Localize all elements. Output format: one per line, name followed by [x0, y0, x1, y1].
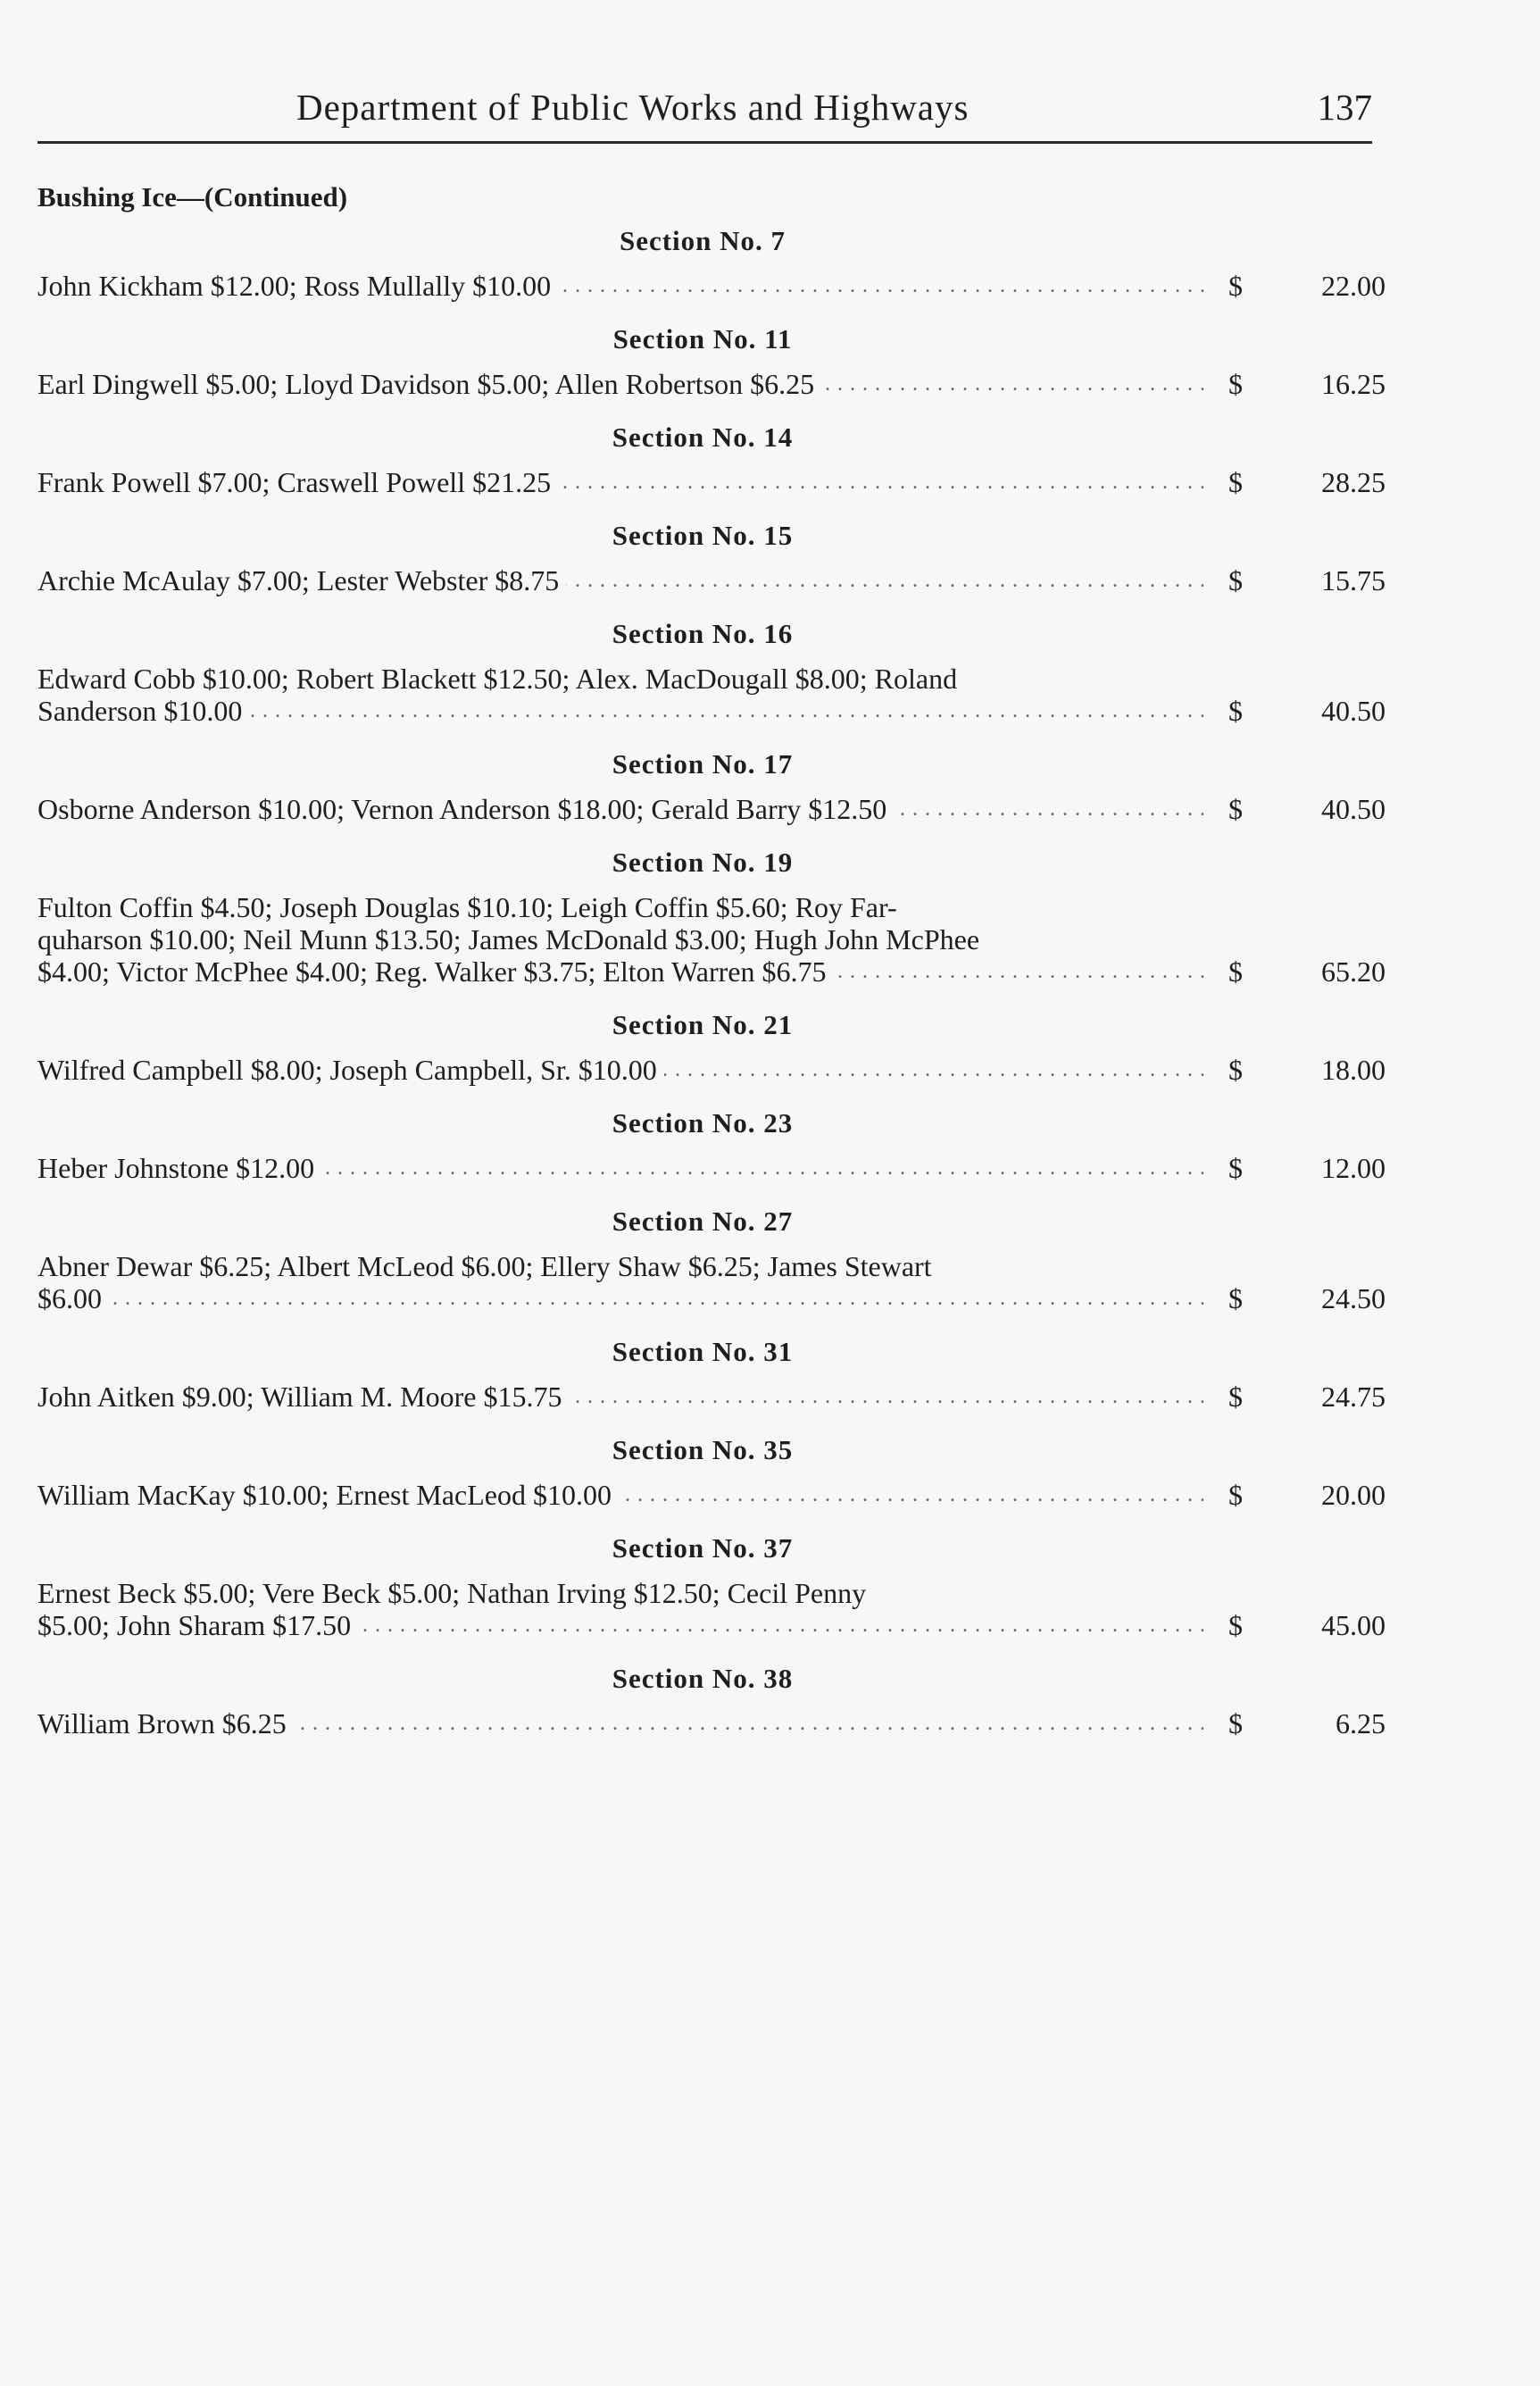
payee-line-text: William MacKay $10.00; Ernest MacLeod $10.00 — [37, 1479, 619, 1511]
section-total: 12.00 — [1321, 1152, 1386, 1184]
section-entry — [37, 368, 1386, 400]
payee-line-text: John Aitken $9.00; William M. Moore $15.75 — [37, 1381, 569, 1413]
section-block — [37, 409, 1386, 498]
payee-line — [37, 1479, 1203, 1511]
payee-line-text: John Kickham $12.00; Ross Mullally $10.00 — [37, 270, 558, 302]
section-total: 24.75 — [1321, 1381, 1386, 1413]
section-heading: Section No. 15 — [612, 520, 794, 551]
continuation-title: Bushing Ice—(Continued) — [37, 181, 348, 213]
section-heading: Section No. 17 — [612, 748, 794, 780]
section-total: 16.25 — [1321, 368, 1386, 400]
section-entry — [37, 466, 1386, 498]
payee-list — [37, 1479, 1203, 1511]
payee-line-text: quharson $10.00; Neil Munn $13.50; James McDonald $3.00; Hugh John McPhee — [37, 923, 986, 955]
dollar-sign: $ — [1228, 1479, 1243, 1511]
section-total: 40.50 — [1321, 793, 1386, 825]
section-heading: Section No. 14 — [612, 421, 794, 453]
section-block — [37, 1095, 1386, 1184]
payee-list — [37, 891, 1203, 988]
payee-line — [37, 270, 1203, 302]
section-block — [37, 997, 1386, 1086]
dollar-sign: $ — [1228, 564, 1243, 596]
payee-line — [37, 955, 1203, 988]
payee-line — [37, 695, 1203, 727]
section-heading: Section No. 21 — [612, 1009, 794, 1040]
section-total: 24.50 — [1321, 1282, 1386, 1314]
payee-line — [37, 564, 1203, 596]
section-entry — [37, 1577, 1386, 1641]
payee-line-text: Edward Cobb $10.00; Robert Blackett $12.50; Alex. MacDougall $8.00; Roland — [37, 663, 964, 695]
section-entry — [37, 1479, 1386, 1511]
payee-list — [37, 466, 1203, 498]
dollar-sign: $ — [1228, 270, 1243, 302]
dollar-sign: $ — [1228, 368, 1243, 400]
page-number: 137 — [1317, 87, 1372, 128]
payee-line-text: Archie McAulay $7.00; Lester Webster $8.75 — [37, 564, 566, 596]
payee-line — [37, 1707, 1203, 1739]
section-total: 15.75 — [1321, 564, 1386, 596]
dollar-sign: $ — [1228, 1054, 1243, 1086]
payee-line — [37, 923, 1203, 955]
payee-line — [37, 793, 1203, 825]
section-heading: Section No. 11 — [612, 323, 793, 355]
dollar-sign: $ — [1228, 1282, 1243, 1314]
section-entry — [37, 270, 1386, 302]
payee-line-text: Sanderson $10.00 — [37, 695, 249, 727]
section-block — [37, 1193, 1386, 1314]
payee-line-text: Earl Dingwell $5.00; Lloyd Davidson $5.00; Allen Robertson $6.25 — [37, 368, 821, 400]
section-total: 6.25 — [1336, 1707, 1386, 1739]
dollar-sign: $ — [1228, 1609, 1243, 1641]
section-block — [37, 1422, 1386, 1511]
payee-list — [37, 270, 1203, 302]
payee-line-text: Wilfred Campbell $8.00; Joseph Campbell, Sr. $10.00 — [37, 1054, 664, 1086]
payee-line — [37, 1381, 1203, 1413]
payee-line — [37, 1250, 1203, 1282]
payee-line — [37, 1577, 1203, 1609]
payee-line — [37, 663, 1203, 695]
section-entry — [37, 1381, 1386, 1413]
section-block — [37, 311, 1386, 400]
section-block — [37, 1520, 1386, 1641]
dollar-sign: $ — [1228, 1707, 1243, 1739]
section-total: 40.50 — [1321, 695, 1386, 727]
section-block — [37, 507, 1386, 596]
section-total: 45.00 — [1321, 1609, 1386, 1641]
section-total: 65.20 — [1321, 955, 1386, 988]
section-heading: Section No. 27 — [612, 1206, 794, 1237]
section-entry — [37, 891, 1386, 988]
payee-list — [37, 1054, 1203, 1086]
section-entry — [37, 1054, 1386, 1086]
payee-list — [37, 663, 1203, 727]
section-entry — [37, 663, 1386, 727]
dollar-sign: $ — [1228, 1381, 1243, 1413]
payee-line — [37, 1152, 1203, 1184]
section-entry — [37, 1152, 1386, 1184]
section-block — [37, 213, 1386, 302]
section-heading: Section No. 7 — [619, 225, 787, 256]
payee-line — [37, 368, 1203, 400]
payee-line-text: $6.00 — [37, 1282, 109, 1314]
section-entry — [37, 1707, 1386, 1739]
payee-list — [37, 1707, 1203, 1739]
payee-line — [37, 1609, 1203, 1641]
payee-line-text: William Brown $6.25 — [37, 1707, 294, 1739]
payee-list — [37, 1250, 1203, 1314]
section-total: 28.25 — [1321, 466, 1386, 498]
section-heading: Section No. 23 — [612, 1107, 794, 1139]
payee-line — [37, 1054, 1203, 1086]
payee-list — [37, 1577, 1203, 1641]
section-heading: Section No. 31 — [612, 1336, 794, 1367]
dollar-sign: $ — [1228, 695, 1243, 727]
section-heading: Section No. 37 — [612, 1532, 794, 1564]
section-entry — [37, 793, 1386, 825]
page-header — [37, 79, 1372, 144]
dollar-sign: $ — [1228, 466, 1243, 498]
section-block — [37, 1323, 1386, 1413]
payee-line-text: Ernest Beck $5.00; Vere Beck $5.00; Nathan Irving $12.50; Cecil Penny — [37, 1577, 873, 1609]
section-total: 18.00 — [1321, 1054, 1386, 1086]
payee-line-text: Fulton Coffin $4.50; Joseph Douglas $10.10; Leigh Coffin $5.60; Roy Far- — [37, 891, 904, 923]
payee-line — [37, 1282, 1203, 1314]
payee-line — [37, 466, 1203, 498]
section-heading: Section No. 38 — [612, 1663, 794, 1694]
section-entry — [37, 1250, 1386, 1314]
payee-list — [37, 1381, 1203, 1413]
payee-list — [37, 368, 1203, 400]
section-block — [37, 1650, 1386, 1739]
section-block — [37, 605, 1386, 727]
dollar-sign: $ — [1228, 793, 1243, 825]
section-block — [37, 736, 1386, 825]
payee-line-text: $5.00; John Sharam $17.50 — [37, 1609, 358, 1641]
payee-line-text: $4.00; Victor McPhee $4.00; Reg. Walker $3.75; Elton Warren $6.75 — [37, 955, 833, 988]
payee-line-text: Osborne Anderson $10.00; Vernon Anderson $18.00; Gerald Barry $12.50 — [37, 793, 894, 825]
payee-list — [37, 564, 1203, 596]
section-heading: Section No. 35 — [612, 1434, 794, 1465]
sections-list — [37, 213, 1386, 1748]
dollar-sign: $ — [1228, 1152, 1243, 1184]
payee-line — [37, 891, 1203, 923]
section-entry — [37, 564, 1386, 596]
payee-list — [37, 793, 1203, 825]
page-header-title: Department of Public Works and Highways — [296, 87, 970, 128]
section-heading: Section No. 16 — [612, 618, 794, 649]
payee-line-text: Frank Powell $7.00; Craswell Powell $21.25 — [37, 466, 558, 498]
payee-list — [37, 1152, 1203, 1184]
section-heading: Section No. 19 — [612, 847, 794, 878]
section-total: 22.00 — [1321, 270, 1386, 302]
section-total: 20.00 — [1321, 1479, 1386, 1511]
dollar-sign: $ — [1228, 955, 1243, 988]
section-block — [37, 834, 1386, 988]
payee-line-text: Abner Dewar $6.25; Albert McLeod $6.00; Ellery Shaw $6.25; James Stewart — [37, 1250, 939, 1282]
payee-line-text: Heber Johnstone $12.00 — [37, 1152, 321, 1184]
